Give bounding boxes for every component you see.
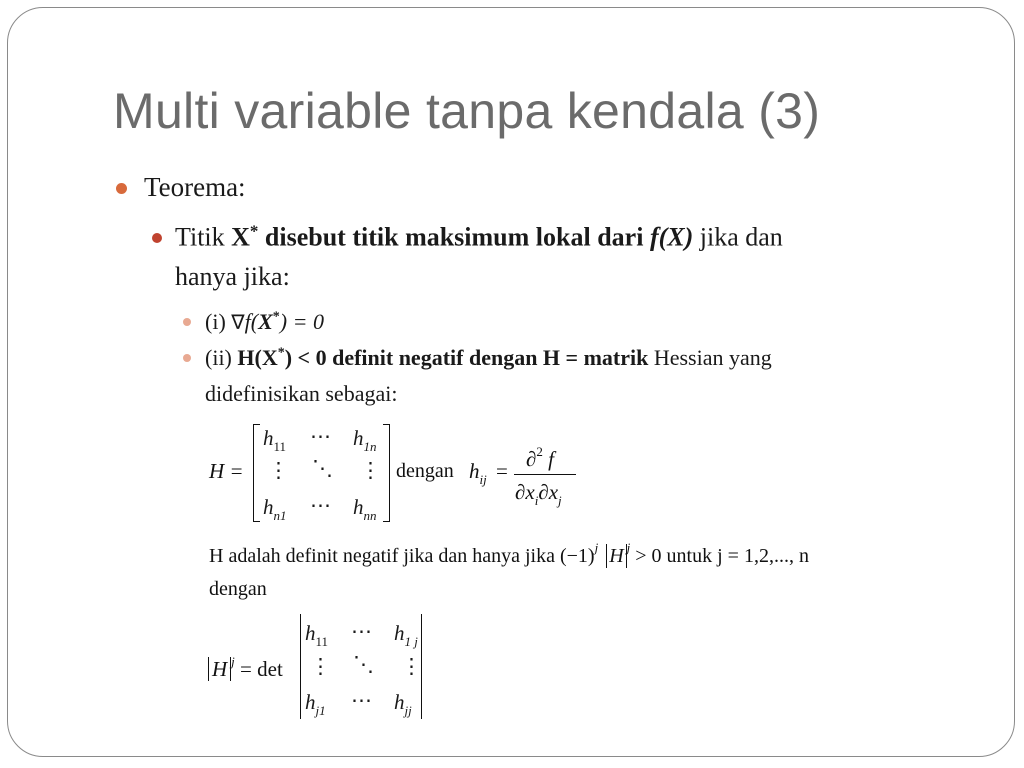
eq2-left-bar <box>300 614 301 719</box>
item-ii-post: Hessian yang <box>648 345 772 370</box>
theorem-fx: f(X) <box>649 222 694 252</box>
eq1-m11: $h_{11}$ <box>263 426 287 454</box>
eq1-numerator: ∂$^2$ f <box>526 444 554 471</box>
theorem-bold-mid: disebut titik maksimum lokal dari <box>258 222 650 252</box>
eq1-m33: $h_{nn}$ <box>353 495 377 523</box>
item-i-f: f( <box>244 309 259 334</box>
eq1-m31: $h_{n1}$ <box>263 495 287 523</box>
theorem-line1 <box>175 221 783 253</box>
bullet-level3-ii <box>183 354 191 362</box>
eq1-hij: $h_{ij}$ <box>469 459 487 487</box>
eq1-m12: ⋯ <box>310 424 331 448</box>
item-ii-line2: didefinisikan sebagai: <box>205 381 398 406</box>
eq1-denominator: $\partial x_i\partial x_j$ <box>515 480 562 508</box>
eq1-m32: ⋯ <box>310 493 331 517</box>
eq1-dengan: dengan <box>396 460 454 482</box>
eq1-equals: = <box>496 459 508 483</box>
theorem-pre: Titik <box>175 222 232 252</box>
eq1-fraction-line <box>514 474 576 475</box>
item-ii-star: * <box>277 345 285 361</box>
eq2-m22: ⋱ <box>353 652 374 676</box>
eq1-left-bracket <box>253 424 260 522</box>
eq1-right-bracket <box>383 424 390 522</box>
theorem-post: jika dan <box>693 222 783 252</box>
eq2-m13: $h_{1 j}$ <box>394 621 418 649</box>
eq2-lhs: H $^j$ = det <box>208 654 283 682</box>
theorem-x: X <box>231 222 250 252</box>
slide-title: Multi variable tanpa kendala (3) <box>113 83 821 139</box>
dengan-label: dengan <box>209 578 267 600</box>
eq2-m21: ⋮ <box>310 654 331 678</box>
eq1-m13: $h_{1n}$ <box>353 426 377 454</box>
eq1-lhs: H = <box>209 459 244 483</box>
theorem-star: * <box>249 221 259 240</box>
item-ii-num: (ii) <box>205 345 238 370</box>
bullet-level2 <box>152 233 162 243</box>
item-i-star: * <box>272 309 280 325</box>
eq1-m21: ⋮ <box>268 458 289 482</box>
nabla-symbol: ∇ <box>231 310 245 334</box>
item-i <box>205 309 324 335</box>
eq2-m33: $h_{jj}$ <box>394 690 412 718</box>
item-i-x: X <box>258 309 273 334</box>
eq2-m31: $h_{j1}$ <box>305 690 326 718</box>
item-ii <box>205 345 772 371</box>
eq1-m22: ⋱ <box>312 456 333 480</box>
bullet-level3-i <box>183 318 191 326</box>
eq1-m23: ⋮ <box>360 458 381 482</box>
theorem-line2: hanya jika: <box>175 262 290 291</box>
eq2-m12: ⋯ <box>351 619 372 643</box>
teorema-text: Teorema: <box>144 172 246 202</box>
eq2-m32: ⋯ <box>351 688 372 712</box>
eq2-m11: $h_{11}$ <box>305 621 329 649</box>
eq2-m23: ⋮ <box>401 654 422 678</box>
item-i-rest: ) = 0 <box>279 309 324 334</box>
item-i-num: (i) <box>205 309 232 334</box>
definit-negatif-line: H adalah definit negatif jika dan hanya jika $(-1)^j$ H $^j$ > 0 untuk j = 1,2,..., n <box>209 540 809 567</box>
item-ii-bold1: H(X <box>237 345 278 370</box>
bullet-level1 <box>116 183 127 194</box>
item-ii-bold2: ) < 0 definit negatif dengan H = matrik <box>284 345 649 370</box>
